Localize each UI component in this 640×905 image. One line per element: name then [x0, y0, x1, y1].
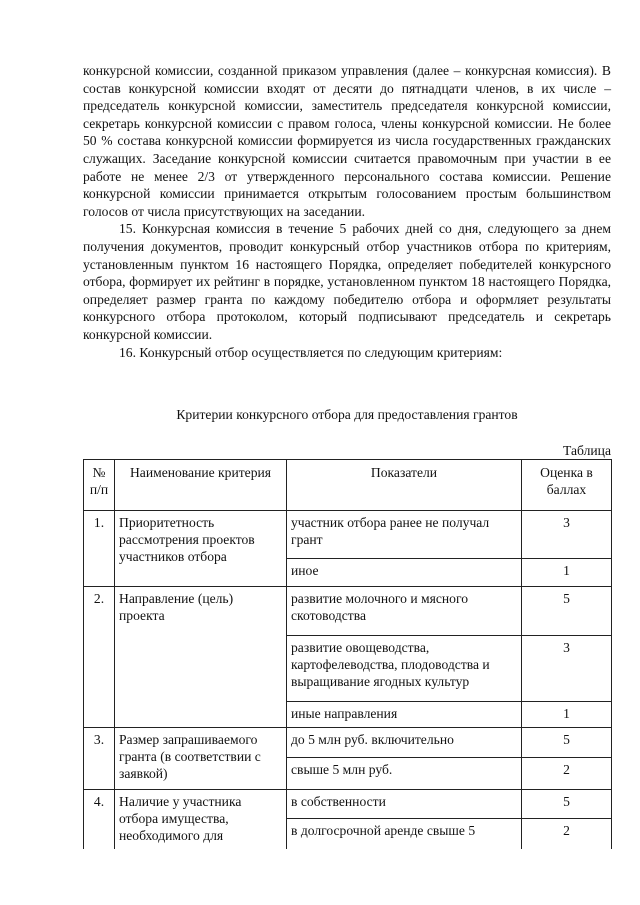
header-num: № п/п [84, 460, 115, 511]
table-caption: Таблица [563, 443, 611, 458]
indicator: в долгосрочной аренде свыше 5 [287, 818, 522, 848]
table-row [84, 511, 612, 559]
indicator: участник отбора ранее не получал грант [287, 511, 522, 559]
table-header-row [84, 460, 612, 511]
score: 2 [522, 758, 612, 790]
row-number: 3. [84, 728, 115, 790]
table-row [84, 587, 612, 636]
header-name: Наименование критерия [115, 460, 287, 511]
table-row [84, 790, 612, 819]
criterion-name: Размер запрашиваемого гранта (в соответствии с заявкой) [115, 728, 287, 790]
row-number: 1. [84, 511, 115, 587]
indicator: до 5 млн руб. включительно [287, 728, 522, 758]
table-title: Критерии конкурсного отбора для предоставления грантов [176, 407, 518, 422]
indicator: в собственности [287, 790, 522, 819]
indicator: развитие молочного и мясного скотоводства [287, 587, 522, 636]
score: 3 [522, 511, 612, 559]
header-score: Оценка в баллах [522, 460, 612, 511]
indicator: иное [287, 559, 522, 587]
score: 1 [522, 559, 612, 587]
indicator: иные направления [287, 702, 522, 728]
score: 5 [522, 587, 612, 636]
paragraph-commission: конкурсной комиссии, созданной приказом управления (далее – конкурсная комиссия). В состав конкурсной комиссии входят от десяти до пятнадцати членов, в их числе – председатель конкурсной комиссии, заместитель председателя конкурсной комиссии, секретарь конкурсной комиссии с правом голоса, члены конкурсной комиссии. Не более 50 % состава конкурсной комиссии формируется из числа государственных гражданских служащих. Заседание конкурсной комиссии считается правомочным при участии в ее работе не менее 2/3 от утвержденного персонального состава комиссии. Решение конкурсной комиссии принимается открытым голосованием простым большинством голосов от числа присутствующих на заседании. [83, 63, 611, 219]
score: 5 [522, 728, 612, 758]
criterion-name: Направление (цель) проекта [115, 587, 287, 728]
score: 1 [522, 702, 612, 728]
table-row [84, 728, 612, 758]
score: 5 [522, 790, 612, 819]
indicator: свыше 5 млн руб. [287, 758, 522, 790]
body-text [83, 62, 611, 361]
header-indicators: Показатели [287, 460, 522, 511]
row-number: 2. [84, 587, 115, 728]
criterion-name: Приоритетность рассмотрения проектов участников отбора [115, 511, 287, 587]
criteria-table [83, 459, 612, 849]
paragraph-16: 16. Конкурсный отбор осуществляется по следующим критериям: [119, 344, 503, 360]
criterion-name: Наличие у участника отбора имущества, необходимого для [115, 790, 287, 849]
score: 3 [522, 636, 612, 702]
row-number: 4. [84, 790, 115, 849]
indicator: развитие овощеводства, картофелеводства, плодоводства и выращивание ягодных культур [287, 636, 522, 702]
score: 2 [522, 818, 612, 848]
paragraph-15: 15. Конкурсная комиссия в течение 5 рабочих дней со дня, следующего за днем получения документов, проводит конкурсный отбор участников отбора по критериям, установленным пунктом 16 настоящего Порядка, определяет победителей конкурсного отбора, формирует их рейтинг в порядке, установленном пунктом 18 настоящего Порядка, определяет размер гранта по каждому победителю отбора и оформляет результаты конкурсного отбора протоколом, который подписывают председатель и секретарь конкурсной комиссии. [83, 221, 611, 342]
